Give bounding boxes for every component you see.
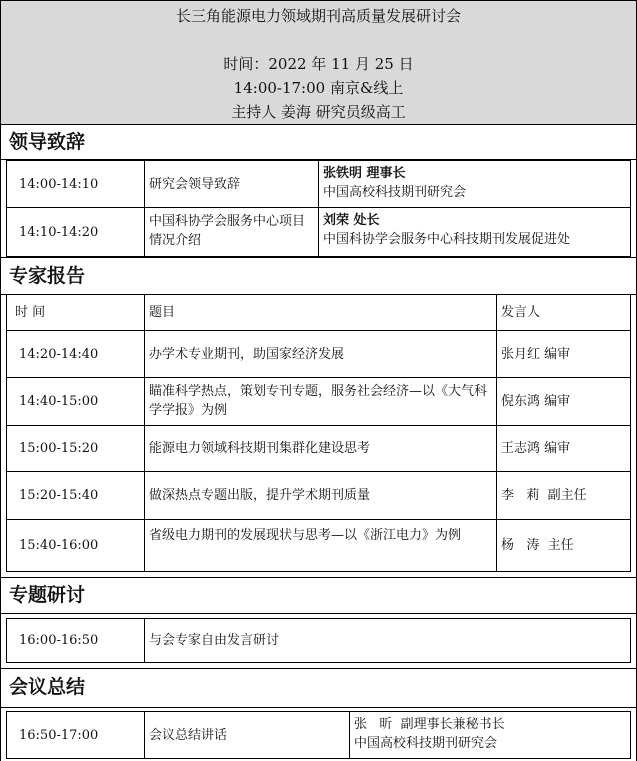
meeting-title: 长三角能源电力领域期刊高质量发展研讨会 [175,7,461,25]
header-topic: 题目 [145,295,497,330]
section-leader: 领导致辞 [0,125,637,160]
section-discussion: 专题研讨 [0,578,637,614]
time-cell: 15:00-15:20 [6,426,145,471]
discussion-area [0,614,637,669]
speaker-org: 中国科协学会服务中心科技期刊发展促进处 [323,232,571,247]
speaker-org: 中国高校科技期刊研究会 [323,185,467,200]
summary-area [0,708,637,761]
speaker-name: 张 昕 副理事长兼秘书长 [354,717,505,732]
topic-cell: 会议总结讲话 [145,712,350,758]
topic-cell: 能源电力领域科技期刊集群化建设思考 [145,426,497,471]
table-header-row [6,295,631,331]
table-row [6,378,631,426]
speaker-org: 中国高校科技期刊研究会 [354,736,498,751]
table-row [6,331,631,378]
section-summary: 会议总结 [0,669,637,708]
topic-cell: 办学术专业期刊，助国家经济发展 [145,331,497,377]
topic-cell: 省级电力期刊的发展现状与思考—以《浙江电力》为例 [145,520,497,571]
section-expert: 专家报告 [0,257,637,295]
header-block [0,0,637,125]
time-cell: 15:20-15:40 [6,472,145,519]
speaker-cell: 倪东鸿 编审 [497,378,631,425]
table-row [6,711,631,759]
speaker-cell: 王志鸿 编审 [497,426,631,471]
time-cell: 14:20-14:40 [6,331,145,377]
speaker-cell [319,208,631,256]
speaker-name: 张铁明 理事长 [323,166,406,181]
speaker-cell [319,161,631,207]
meeting-date: 时间：2022 年 11 月 25 日 [223,55,414,73]
leader-rows [0,160,637,257]
speaker-cell: 李 莉 副主任 [497,472,631,519]
speaker-cell [350,712,631,758]
topic-cell: 瞄准科学热点，策划专刊专题，服务社会经济—以《大气科学学报》为例 [145,378,497,425]
header-speaker: 发言人 [497,295,631,330]
speaker-cell: 杨 涛 主任 [497,520,631,571]
meeting-host: 主持人 姜海 研究员级高工 [231,103,406,121]
expert-table [0,295,637,578]
topic-cell: 中国科协学会服务中心项目情况介绍 [145,208,319,256]
time-cell: 16:00-16:50 [6,619,145,662]
header-time: 时 间 [6,295,145,330]
time-cell: 14:10-14:20 [6,208,145,256]
table-row [6,160,631,208]
time-cell: 14:00-14:10 [6,161,145,207]
table-row [6,426,631,472]
topic-cell: 研究会领导致辞 [145,161,319,207]
topic-cell: 与会专家自由发言研讨 [145,619,631,662]
table-row [6,208,631,257]
speaker-name: 刘荣 处长 [323,213,380,228]
time-cell: 16:50-17:00 [6,712,145,758]
topic-cell: 做深热点专题出版，提升学术期刊质量 [145,472,497,519]
speaker-cell: 张月红 编审 [497,331,631,377]
table-row [6,520,631,572]
table-row [6,618,631,663]
time-cell: 15:40-16:00 [6,520,145,571]
time-cell: 14:40-15:00 [6,378,145,425]
meeting-time-place: 14:00-17:00 南京&线上 [233,79,404,97]
table-row [6,472,631,520]
